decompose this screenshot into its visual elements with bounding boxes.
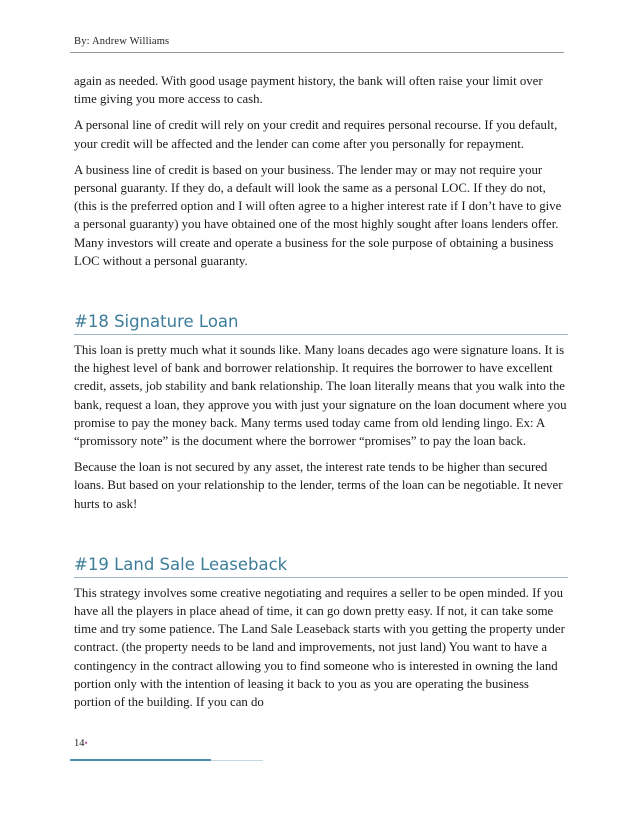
section-heading-signature-loan: #18 Signature Loan (74, 312, 568, 335)
footer-bullet-icon: • (84, 738, 88, 748)
intro-paragraph-3: A business line of credit is based on your business. The lender may or may not require your personal guaranty. If they do, a default will look the same as a personal LOC. If they do not, (this is the preferred option and I will often agree to a higher interest rate if I don’t have to give a personal guaranty) you have obtained one of the most highly sought after loans lenders offer. Many investors will create and operate a business for the sole purpose of obtaining a business LOC without a personal guaranty. (74, 162, 562, 268)
page-body (74, 72, 568, 719)
section-heading-land-sale-leaseback: #19 Land Sale Leaseback (74, 555, 568, 578)
land-sale-leaseback-paragraph-1: This strategy involves some creative negotiating and requires a seller to be open minded. If you have all the players in place ahead of time, it can go down pretty easy. If not, it can take some time and try some patience. The Land Sale Leaseback starts with you getting the property under contract. (the property needs to be land and improvements, not just land) You want to have a contingency in the contract allowing you to find someone who is interested in owning the land portion only with the intention of leasing it back to you as you are operating the business portion of the building. If you can do (74, 585, 565, 710)
page-number: 14 (74, 738, 85, 749)
section-land-sale-leaseback (74, 555, 568, 578)
signature-loan-paragraph-1: This loan is pretty much what it sounds like. Many loans decades ago were signature loans. It is the highest level of bank and borrower relationship. It requires the borrower to have excellent credit, assets, job stability and bank relationship. The loan literally means that you walk into the bank, request a loan, they approve you with just your signature on the loan document where you promise to pay the money back. Many terms used today came from old lending lingo. Ex: A “promissory note” is the document where the borrower “promises” to pay the loan back. (74, 343, 567, 449)
intro-paragraph-2: A personal line of credit will rely on your credit and requires personal recourse. If you default, your credit will be affected and the lender can come after you personally for repayment. (74, 118, 558, 151)
footer-divider-accent (70, 759, 211, 761)
page-number-footer (74, 738, 88, 749)
header-divider (70, 52, 564, 53)
signature-loan-paragraph-2: Because the loan is not secured by any asset, the interest rate tends to be higher than secured loans. But based on your relationship to the lender, terms of the loan can be negotiable. It never hurts to ask! (74, 460, 563, 511)
section-signature-loan (74, 312, 568, 335)
page-header-author: By: Andrew Williams (74, 36, 170, 47)
footer-divider-light (211, 760, 263, 761)
intro-paragraph-1: again as needed. With good usage payment history, the bank will often raise your limit over time giving you more access to cash. (74, 74, 543, 107)
